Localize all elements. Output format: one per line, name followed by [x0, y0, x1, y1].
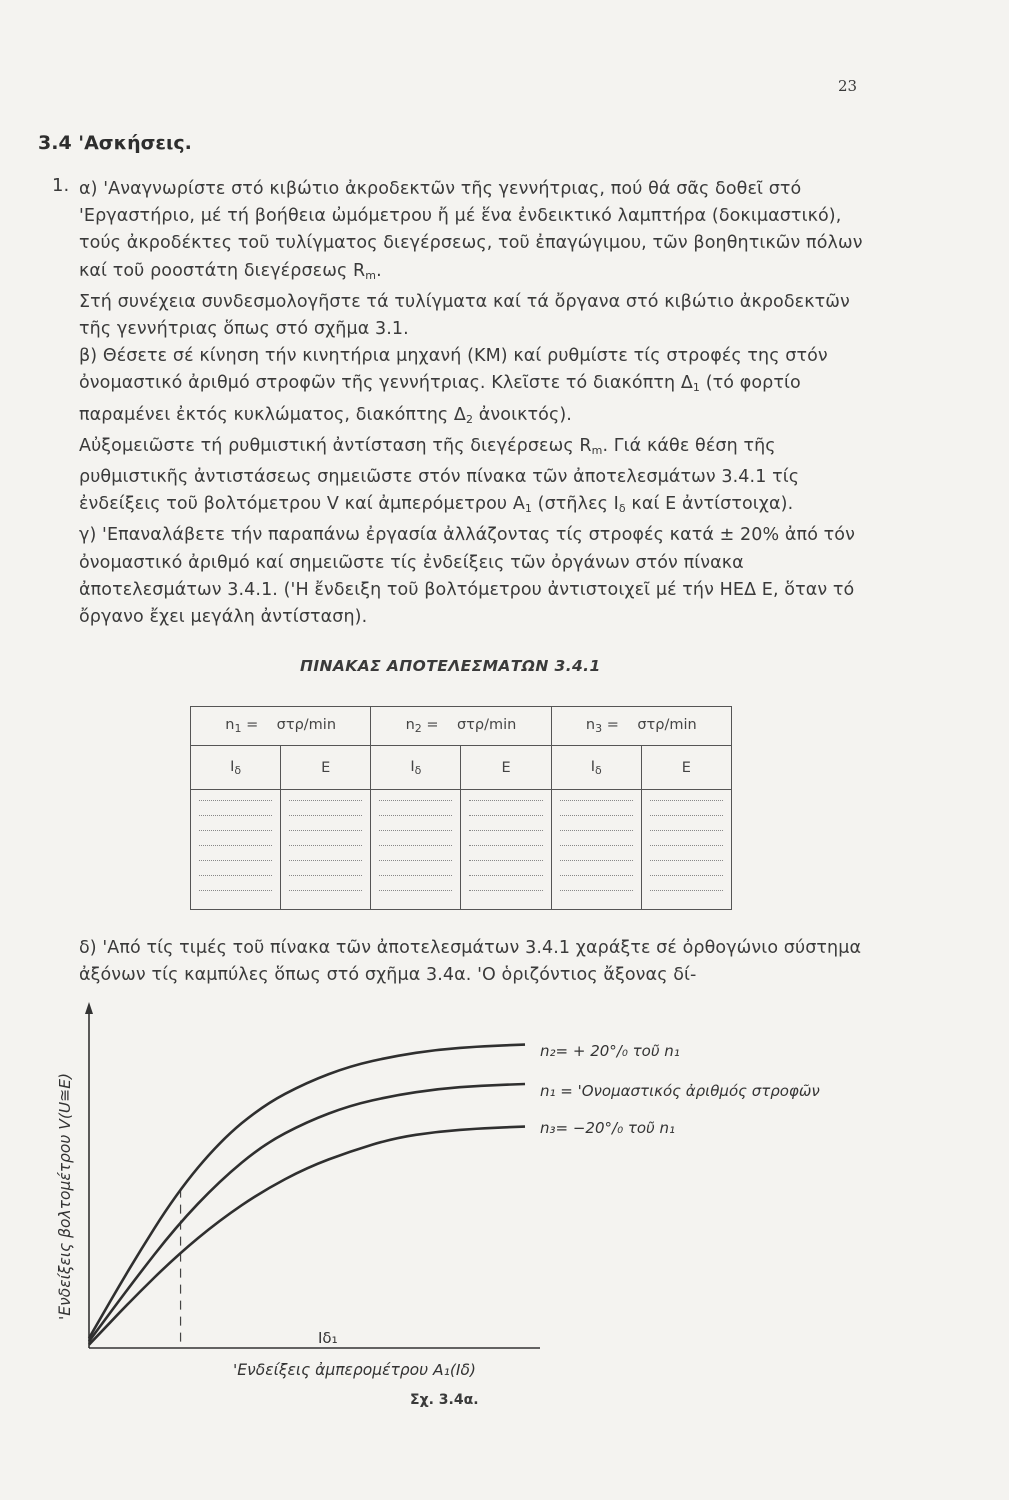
- col-header-id2: $I_\delta$: [371, 746, 461, 789]
- page-number: 23: [838, 77, 858, 95]
- paragraph-c: γ) 'Επαναλάβετε τήν παραπάνω ἐργασία ἀλλάζοντας τίς στροφές κατά ± 20% ἀπό τόν ὀνομαστικό ἀριθμό καί σημειῶστε τίς ἐνδείξεις τῶν ὀργάνων στόν πίνακα ἀποτελεσμάτων 3.4.1. ('Η ἔνδειξη τοῦ βολτόμετρου ἀντιστοιχεῖ μέ τήν ΗΕΔ Ε, ὅταν τό ὄργανο ἔχει μεγάλη ἀντίσταση).: [79, 525, 855, 628]
- curve-label-n1: n₁ = 'Ονομαστικός ἀριθμός στροφῶν: [540, 1082, 820, 1100]
- table-cell: [641, 789, 731, 909]
- col-header-e2: E: [461, 746, 551, 789]
- chart-axes: [85, 1002, 540, 1348]
- col-header-id3: $I_\delta$: [551, 746, 641, 789]
- results-table: [190, 706, 732, 910]
- col-header-id1: $I_\delta$: [191, 746, 281, 789]
- table-title: ΠΙΝΑΚΑΣ ΑΠΟΤΕΛΕΣΜΑΤΩΝ 3.4.1: [300, 657, 601, 675]
- x-axis-label: 'Ενδείξεις ἀμπερομέτρου A₁(Iδ): [233, 1361, 476, 1379]
- figure-chart: [0, 990, 1009, 1390]
- paragraph-b1: β) Θέσετε σέ κίνηση τήν κινητήρια μηχανή (ΚΜ) καί ρυθμίστε τίς στροφές της στόν ὀνομαστικό ἀριθμό στροφῶν τῆς γεννήτριας. Κλεῖστε τό διακόπτη $\Delta_1$ (τό φορτίο παραμένει ἐκτός κυκλώματος, διακόπτης $\Delta_2$ ἀνοικτός).: [79, 346, 828, 426]
- y-axis-arrow-icon: [85, 1002, 93, 1014]
- curve-label-n2: n₂= + 20°/₀ τοῦ n₁: [540, 1042, 680, 1060]
- curve-n3: [89, 1127, 525, 1345]
- curve-n2: [89, 1045, 525, 1339]
- section-heading: 3.4 'Ασκήσεις.: [38, 132, 192, 154]
- exercise-number: 1.: [52, 175, 70, 196]
- col-header-e3: E: [641, 746, 731, 789]
- figure-caption: Σχ. 3.4α.: [410, 1392, 479, 1408]
- paragraph-b2: Αὐξομειῶστε τή ρυθμιστική ἀντίσταση τῆς διεγέρσεως $R_m$. Γιά κάθε θέση τῆς ρυθμιστικῆς ἀντιστάσεως σημειῶστε στόν πίνακα τῶν ἀποτελεσμάτων 3.4.1 τίς ἐνδείξεις τοῦ βολτόμετρου V καί ἀμπερόμετρου $A_1$ (στῆλες $I_\delta$ καί E ἀντίστοιχα).: [79, 435, 800, 516]
- speed-cell-n3: $n_3$ = στρ/min: [551, 707, 731, 746]
- y-axis-label: 'Ενδείξεις βολτομέτρου V(U≅E): [56, 1072, 74, 1320]
- col-header-e1: E: [281, 746, 371, 789]
- paragraph-a: α) 'Αναγνωρίστε στό κιβώτιο ἀκροδεκτῶν τῆς γεννήτριας, πού θά σᾶς δοθεῖ στό 'Εργαστήριο, μέ τή βοήθεια ὠμόμετρου ἤ μέ ἕνα ἐνδεικτικό λαμπτήρα (δοκιμαστικό), τούς ἀκροδέκτες τοῦ τυλίγματος διεγέρσεως, τοῦ ἐπαγώγιμου, τῶν βοηθητικῶν πόλων καί τοῦ ροοστάτη διεγέρσεως $R_m$. Στή συνέχεια συνδεσμολογῆστε τά τυλίγματα καί τά ὄργανα στό κιβώτιο ἀκροδεκτῶν τῆς γεννήτριας ὅπως στό σχῆμα 3.1. β) Θέσετε σέ κίνηση τήν κινητήρια μηχανή (ΚΜ) καί ρυθμίστε τίς στροφές της στόν ὀνομαστικό ἀριθμό στροφῶν τῆς γεννήτριας. Κλεῖστε τό διακόπτη $\Delta_1$ (τό φορτίο παραμένει ἐκτός κυκλώματος, διακόπτης $\Delta_2$ ἀνοικτός). Αὐξομειῶστε τή ρυθμιστική ἀντίσταση τῆς διεγέρσεως $R_m$. Γιά κάθε θέση τῆς ρυθμιστικῆς ἀντιστάσεως σημειῶστε στόν πίνακα τῶν ἀποτελεσμάτων 3.4.1 τίς ἐνδείξεις τοῦ βολτόμετρου V καί ἀμπερόμετρου $A_1$ (στῆλες $I_\delta$ καί E ἀντίστοιχα). γ) 'Επαναλάβετε τήν παραπάνω ἐργασία ἀλλάζοντας τίς στροφές κατά ± 20% ἀπό τόν ὀνομαστικό ἀριθμό καί σημειῶστε τίς ἐνδείξεις τῶν ὀργάνων στόν πίνακα ἀποτελεσμάτων 3.4.1. ('Η ἔνδειξη τοῦ βολτόμετρου ἀντιστοιχεῖ μέ τήν ΗΕΔ Ε, ὅταν τό ὄργανο ἔχει μεγάλη ἀντίσταση).: [79, 176, 869, 631]
- table-cell: [371, 789, 461, 909]
- curve-n1: [89, 1084, 525, 1341]
- speed-cell-n1: $n_1$ = στρ/min: [191, 707, 371, 746]
- speed-cell-n2: $n_2$ = στρ/min: [371, 707, 551, 746]
- paragraph-a2: Στή συνέχεια συνδεσμολογῆστε τά τυλίγματα καί τά ὄργανα στό κιβώτιο ἀκροδεκτῶν τῆς γεννήτριας ὅπως στό σχῆμα 3.1.: [79, 291, 850, 340]
- marker-label: Iδ₁: [318, 1329, 338, 1347]
- table-cell: [551, 789, 641, 909]
- table-cell: [281, 789, 371, 909]
- table-cell: [191, 789, 281, 909]
- curve-label-n3: n₃= −20°/₀ τοῦ n₁: [540, 1119, 676, 1137]
- paragraph-d: δ) 'Από τίς τιμές τοῦ πίνακα τῶν ἀποτελεσμάτων 3.4.1 χαράξτε σέ ὀρθογώνιο σύστημα ἀξόνων τίς καμπύλες ὅπως στό σχῆμα 3.4α. 'Ο ὁριζόντιος ἄξονας δί-: [79, 938, 862, 986]
- table-cell: [461, 789, 551, 909]
- paragraph-a-text: α) 'Αναγνωρίστε στό κιβώτιο ἀκροδεκτῶν τῆς γεννήτριας, πού θά σᾶς δοθεῖ στό 'Εργαστήριο, μέ τή βοήθεια ὠμόμετρου ἤ μέ ἕνα ἐνδεικτικό λαμπτήρα (δοκιμαστικό), τούς ἀκροδέκτες τοῦ τυλίγματος διεγέρσεως, τοῦ ἐπαγώγιμου, τῶν βοηθητικῶν πόλων καί τοῦ ροοστάτη διεγέρσεως R: [79, 179, 863, 281]
